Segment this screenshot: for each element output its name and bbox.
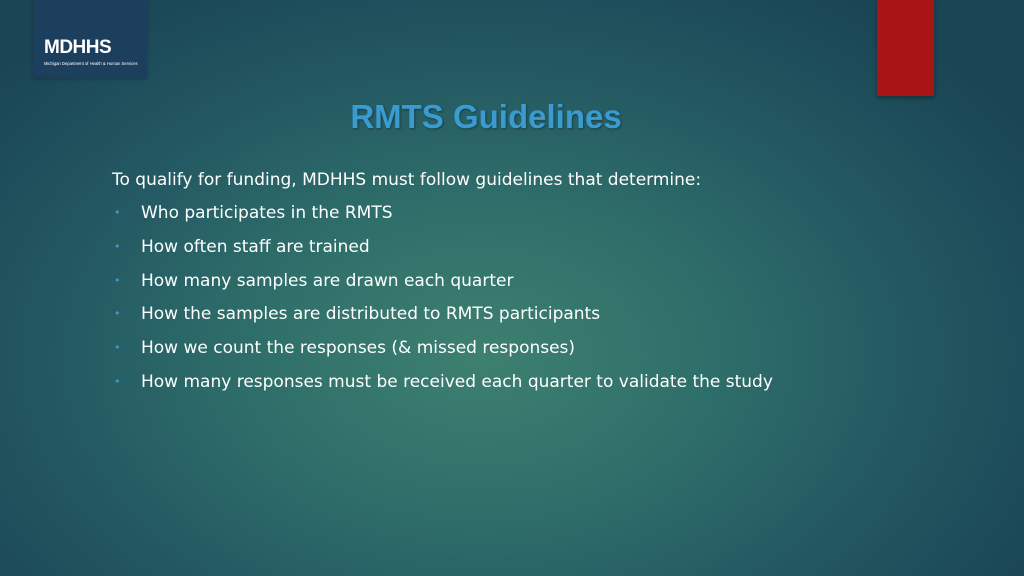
list-item-text: How the samples are distributed to RMTS participants: [141, 304, 601, 325]
bullet-icon: •: [114, 273, 121, 287]
list-item-text: Who participates in the RMTS: [141, 203, 393, 223]
list-item-text: How we count the responses (& missed responses): [141, 338, 576, 359]
bullet-icon: •: [114, 374, 121, 388]
bullet-icon: •: [114, 341, 121, 355]
list-item-text: How many samples are drawn each quarter: [141, 270, 514, 291]
logo-subtitle: Michigan Department of Health & Human Services: [44, 61, 138, 66]
mdhhs-logo: [33, 0, 147, 78]
bullet-icon: •: [114, 307, 121, 321]
list-item-text: How often staff are trained: [141, 236, 370, 257]
bullet-icon: •: [114, 239, 121, 253]
accent-tab: [877, 0, 934, 96]
slide-title: RMTS Guidelines: [350, 98, 622, 135]
intro-text: To qualify for funding, MDHHS must follow guidelines that determine:: [112, 170, 702, 190]
logo-wordmark: MDHHS: [44, 37, 112, 58]
bullet-icon: •: [114, 206, 121, 219]
list-item-text: How many responses must be received each quarter to validate the study: [141, 371, 773, 392]
